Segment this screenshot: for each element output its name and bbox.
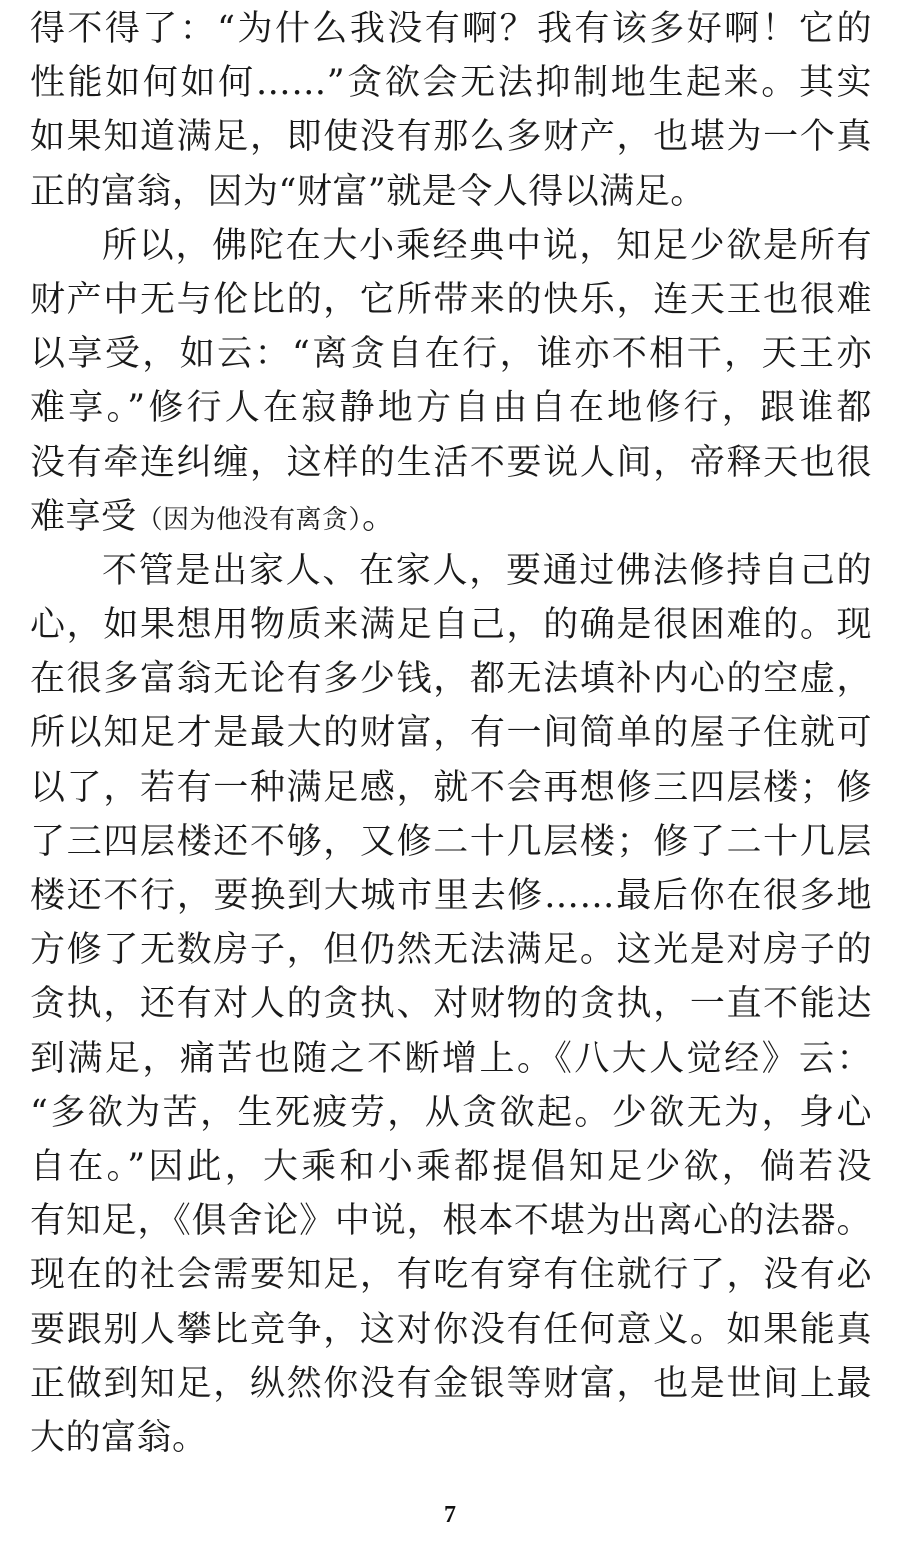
text-line-with-note (30, 490, 872, 544)
page-number: 7 (444, 1502, 456, 1528)
text-line: 在很多富翁无论有多少钱，都无法填补内心的空虚， (30, 659, 872, 700)
text-line: 以了，若有一种满足感，就不会再想修三四层楼；修 (30, 767, 872, 808)
text-line: 贪执，还有对人的贪执、对财物的贪执，一直不能达 (30, 984, 872, 1025)
text-line: 难享。”修行人在寂静地方自由自在地修行，跟谁都 (30, 388, 872, 429)
text-line: 财产中无与伦比的，它所带来的快乐，连天王也很难 (30, 279, 872, 320)
line-end-punctuation: 。 (362, 496, 398, 537)
text-line: 所以知足才是最大的财富，有一间简单的屋子住就可 (30, 713, 872, 754)
inline-note: （因为他没有离贪） (136, 504, 363, 535)
body-text (30, 2, 872, 1465)
text-line: 得不得了：“为什么我没有啊？我有该多好啊！它的 (30, 9, 872, 49)
text-line: 大的富翁。 (30, 1417, 208, 1458)
text-line: 方修了无数房子，但仍然无法满足。这光是对房子的 (30, 930, 872, 971)
text-line: 现在的社会需要知足，有吃有穿有住就行了，没有必 (30, 1255, 872, 1296)
text-line: “多欲为苦，生死疲劳，从贪欲起。少欲无为，身心 (30, 1092, 872, 1133)
text-line: 楼还不行，要换到大城市里去修……最后你在很多地 (30, 876, 872, 916)
text-line: 正做到知足，纵然你没有金银等财富，也是世间上最 (30, 1363, 872, 1404)
text-line: 要跟别人攀比竞争，这对你没有任何意义。如果能真 (30, 1309, 872, 1350)
text-line: 以享受，如云：“离贪自在行，谁亦不相干，天王亦 (30, 334, 872, 375)
text-line: 没有牵连纠缠，这样的生活不要说人间，帝释天也很 (30, 442, 872, 483)
text-line: 正的富翁，因为“财富”就是令人得以满足。 (30, 171, 706, 212)
text-line: 性能如何如何……”贪欲会无法抑制地生起来。其实 (30, 63, 872, 104)
text-line: 有知足，《俱舍论》中说，根本不堪为出离心的法器。 (30, 1201, 872, 1242)
text-line: 到满足，痛苦也随之不断增上。《八大人觉经》云： (30, 1038, 872, 1079)
text-line: 如果知道满足，即使没有那么多财产，也堪为一个真 (30, 117, 872, 158)
text-line: 自在。”因此，大乘和小乘都提倡知足少欲，倘若没 (30, 1146, 872, 1187)
text-line: 了三四层楼还不够，又修二十几层楼；修了二十几层 (30, 821, 872, 862)
text-line: 心，如果想用物质来满足自己，的确是很困难的。现 (30, 605, 872, 646)
paragraph-first-line: 所以，佛陀在大小乘经典中说，知足少欲是所有 (102, 225, 872, 266)
paragraph-first-line: 不管是出家人、在家人，要通过佛法修持自己的 (102, 550, 872, 591)
line-main-text: 难享受 (30, 496, 137, 537)
